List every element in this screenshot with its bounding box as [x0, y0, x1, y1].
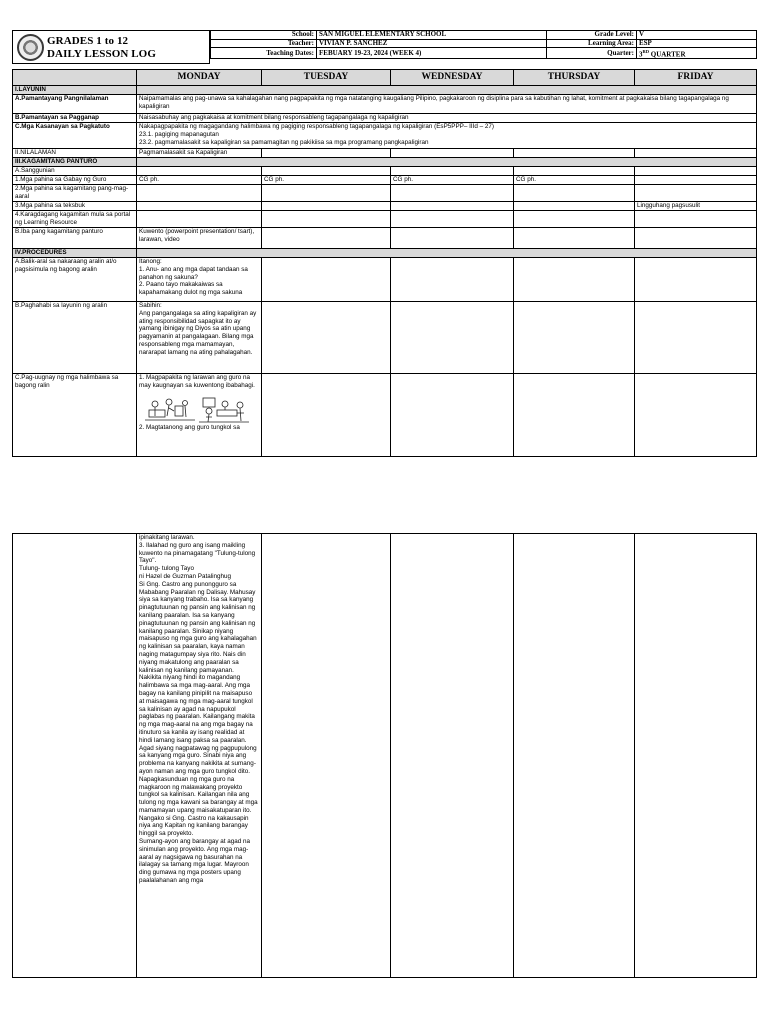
nilalaman-thursday	[514, 149, 635, 158]
quarter-label: Quarter:	[547, 48, 637, 59]
day-header-tuesday: TUESDAY	[262, 70, 391, 86]
pag-uugnay-wednesday	[391, 374, 514, 457]
row-label-pamantayang-pangnilalaman: A.Pamantayang Pangnilalaman	[13, 95, 137, 114]
row-label-balik-aral: A.Balik-aral sa nakaraang aralin at/o pagsisimula ng bagong aralin	[13, 258, 137, 302]
gabay-tuesday: CG ph.	[262, 176, 391, 185]
brand-line1: GRADES 1 to 12	[47, 35, 129, 47]
sanggunian-tuesday	[262, 167, 391, 176]
row-label-sanggunian: A.Sanggunian	[13, 167, 137, 176]
teksbuk-thursday	[514, 202, 635, 211]
gabay-thursday: CG ph.	[514, 176, 635, 185]
nilalaman-tuesday	[262, 149, 391, 158]
iba-pang-kagamitan-tuesday	[262, 228, 391, 249]
teksbuk-monday	[137, 202, 262, 211]
section-layunin: I.LAYUNIN	[13, 86, 137, 95]
row-label-teksbuk: 3.Mga pahina sa teksbuk	[13, 202, 137, 211]
quarter-value	[637, 48, 757, 59]
nilalaman-friday	[635, 149, 757, 158]
row-label-karagdagang-kagamitan: 4.Karagdagang kagamitan mula sa portal ng Learning Resource	[13, 211, 137, 228]
kasanayan-text	[137, 123, 757, 149]
school-label: School:	[211, 31, 317, 40]
brand-line2: DAILY LESSON LOG	[47, 48, 156, 60]
area-value: ESP	[637, 39, 757, 48]
header	[12, 30, 756, 64]
teksbuk-tuesday	[262, 202, 391, 211]
pag-uugnay-friday	[635, 374, 757, 457]
grade-label: Grade Level:	[547, 31, 637, 40]
pag-uugnay-step1: 1. Magpapakita ng larawan ang guro na may kaugnayan sa kuwentong ibabahagi.	[139, 374, 255, 389]
section-kagamitan: III.KAGAMITANG PANTURO	[13, 158, 137, 167]
iba-pang-kagamitan-wednesday	[391, 228, 514, 249]
corner-header	[13, 70, 137, 86]
row-label-gabay-ng-guro: 1.Mga pahina sa Gabay ng Guro	[13, 176, 137, 185]
nilalaman-text: Pagmamalasakit sa Kapaligiran	[137, 149, 262, 158]
deped-seal-icon	[17, 34, 44, 61]
gabay-friday	[635, 176, 757, 185]
pang-mag-aaral-tuesday	[262, 185, 391, 202]
quarter-word: QUARTER	[649, 50, 686, 59]
balik-aral-wednesday	[391, 258, 514, 302]
sanggunian-wednesday	[391, 167, 514, 176]
teacher-label: Teacher:	[211, 39, 317, 48]
paghahabi-thursday	[514, 302, 635, 374]
paghahabi-tuesday	[262, 302, 391, 374]
pang-mag-aaral-monday	[137, 185, 262, 202]
pag-uugnay-monday	[137, 374, 262, 457]
nilalaman-wednesday	[391, 149, 514, 158]
pang-mag-aaral-friday	[635, 185, 757, 202]
continued-friday	[635, 534, 757, 978]
kasanayan-line2: 23.1. pagiging mapanagutan	[139, 130, 219, 138]
teksbuk-friday: Lingguhang pagsusulit	[635, 202, 757, 211]
karagdagang-wednesday	[391, 211, 514, 228]
day-header-monday: MONDAY	[137, 70, 262, 86]
karagdagang-tuesday	[262, 211, 391, 228]
karagdagang-thursday	[514, 211, 635, 228]
row-label-kagamitang-pang-mag-aaral: 2.Mga pahina sa kagamitang pang-mag-aaral	[13, 185, 137, 202]
continued-label	[13, 534, 137, 978]
day-header-wednesday: WEDNESDAY	[391, 70, 514, 86]
iba-pang-kagamitan-monday: Kuwento (powerpoint presentation/ tsart), larawan, video	[137, 228, 262, 249]
balik-aral-thursday	[514, 258, 635, 302]
paghahabi-monday: Sabihin: Ang pangangalaga sa ating kapaligiran ay ating responsibilidad sapagkat ito ay yamang ibinigay ng Diyos sa atin upang pagyamanin at pangalagaan. Bilang mga responsableng mga mamamayan, nararapat lamang na ating pahalagahan.	[137, 302, 262, 374]
continued-thursday	[514, 534, 635, 978]
kuwento-monday: ipinakitang larawan. 3. Ilalahad ng guro ang isang maikling kuwento na pinamagatang "Tulung-tulong Tayo". Tulung- tulong Tayo ni Hazel de Guzman Patalinghug Si Gng. Castro ang punongguro sa Mababang Paaralan ng Dalisay. Mahusay siya sa kanyang trabaho. Isa sa kanyang pinagtutuunan ng pansin ang kalinisan ng kanilang paaralan. Isa sa kanyang pinagtutuunan ng pansin ang kalinisan ng kanilang paaralan. Sinikap niyang maisapuso ng mga guro ang kahalagahan ng kalinisan sa paaralan, kaya naman naging matagumpay siya rito. Nais din niyang makatulong ang paaralan sa kalinisan ng kanilang pamayanan. Nakikita niyang hindi ito magandang halimbawa sa mga mag-aaral. Ang mga bagay na kanilang pinipilit na maisapuso at maisagawa ng mga mag-aaral tungkol sa kalinisan ay agad na napupukol paglabas ng paaralan. Kailangang makita ng mga mag-aaral na ang mga bagay na itinuturo sa kanila ay isang realidad at hindi lamang isang paksa sa paaralan. Agad siyang nagpatawag ng pagpupulong sa kanyang mga guro. Sinabi niya ang problema na kanyang nakikita at sumang-ayon naman ang mga guro tungkol dito. Napagkasunduan ng mga guro na magkaroon ng malawakang proyekto tungkol sa kalinisan. Kailangan nila ang tulong ng mga kawani sa barangay at mga mamamayan upang maisakatuparan ito. Nangako si Gng. Castro na kakausapin niya ang Kapitan ng kanilang barangay hinggil sa proyekto. Sumang-ayon ang barangay at agad na sinimulan ang proyekto. Ang mga mag-aaral ay nagsigawa ng basurahan na ilalagay sa tamang mga lugar. Mayroon ding gumawa ng mga posters upang paalalahanan ang mga	[137, 534, 262, 978]
balik-aral-friday	[635, 258, 757, 302]
section-layunin-fill	[137, 86, 757, 95]
dates-label: Teaching Dates:	[211, 48, 317, 59]
iba-pang-kagamitan-friday	[635, 228, 757, 249]
day-header-thursday: THURSDAY	[514, 70, 635, 86]
balik-aral-tuesday	[262, 258, 391, 302]
teksbuk-wednesday	[391, 202, 514, 211]
brand-box	[12, 30, 210, 64]
lesson-log-table	[12, 69, 757, 457]
continued-tuesday	[262, 534, 391, 978]
pang-mag-aaral-thursday	[514, 185, 635, 202]
section-procedures-fill	[137, 249, 757, 258]
paghahabi-friday	[635, 302, 757, 374]
paghahabi-wednesday	[391, 302, 514, 374]
section-kagamitan-fill	[137, 158, 757, 167]
row-label-iba-pang-kagamitan: B.Iba pang kagamitang panturo	[13, 228, 137, 249]
kasanayan-line3: 23.2. pagmamalasakit sa kapaligiran sa pamamagitan ng pakikiisa sa mga programang pangkapaligiran	[139, 138, 429, 146]
pag-uugnay-step2: 2. Magtatanong ang guro tungkol sa	[139, 423, 240, 431]
kasanayan-line1: Nakapagpapakita ng magagandang halimbawa ng pagiging responsableng tagapangalaga ng kapaligiran (EsP5PPP– IIId – 27)	[139, 123, 494, 130]
pamantayang-pangnilalaman-text: Naipamamalas ang pag-unawa sa kahalagahan nang pagpapakita ng mga natatanging kaugaliang Pilipino, pagkakaroon ng disiplina para sa kabutihan ng lahat, komitment at pagkakaisa bilang tagapangalaga ng kapaligiran	[137, 95, 757, 114]
section-procedures: IV.PROCEDURES	[13, 249, 137, 258]
row-label-kasanayan: C.Mga Kasanayan sa Pagkatuto	[13, 123, 137, 149]
grade-value: V	[637, 31, 757, 40]
gabay-wednesday: CG ph.	[391, 176, 514, 185]
pang-mag-aaral-wednesday	[391, 185, 514, 202]
classroom-cleanup-illustration	[145, 394, 249, 424]
meta-table	[210, 30, 757, 59]
iba-pang-kagamitan-thursday	[514, 228, 635, 249]
continued-wednesday	[391, 534, 514, 978]
row-label-paghahabi: B.Paghahabi sa layunin ng aralin	[13, 302, 137, 374]
pag-uugnay-thursday	[514, 374, 635, 457]
school-value: SAN MIGUEL ELEMENTARY SCHOOL	[317, 31, 547, 40]
quarter-num: 3	[639, 50, 643, 59]
row-label-nilalaman: II.NILALAMAN	[13, 149, 137, 158]
day-header-friday: FRIDAY	[635, 70, 757, 86]
teacher-value: VIVIAN P. SANCHEZ	[317, 39, 547, 48]
lesson-log-table-continued	[12, 533, 757, 978]
balik-aral-monday: Itanong: 1. Anu- ano ang mga dapat tandaan sa panahon ng sakuna? 2. Paano tayo makakaiwas sa kapahamakang dulot ng mga sakuna	[137, 258, 262, 302]
sanggunian-monday	[137, 167, 262, 176]
page-2	[0, 512, 768, 1024]
pag-uugnay-tuesday	[262, 374, 391, 457]
sanggunian-thursday	[514, 167, 635, 176]
dates-value: FEBUARY 19-23, 2024 (WEEK 4)	[317, 48, 547, 59]
pamantayan-sa-pagganap-text: Naisasabuhay ang pagkakaisa at komitment bilang responsableng tagapangalaga ng kapaligiran	[137, 114, 757, 123]
karagdagang-friday	[635, 211, 757, 228]
gabay-monday: CG ph.	[137, 176, 262, 185]
karagdagang-monday	[137, 211, 262, 228]
row-label-pamantayan-sa-pagganap: B.Pamantayan sa Pagganap	[13, 114, 137, 123]
row-label-pag-uugnay: C.Pag-uugnay ng mga halimbawa sa bagong ralin	[13, 374, 137, 457]
sanggunian-friday	[635, 167, 757, 176]
area-label: Learning Area:	[547, 39, 637, 48]
quarter-sup: RD	[642, 49, 649, 54]
